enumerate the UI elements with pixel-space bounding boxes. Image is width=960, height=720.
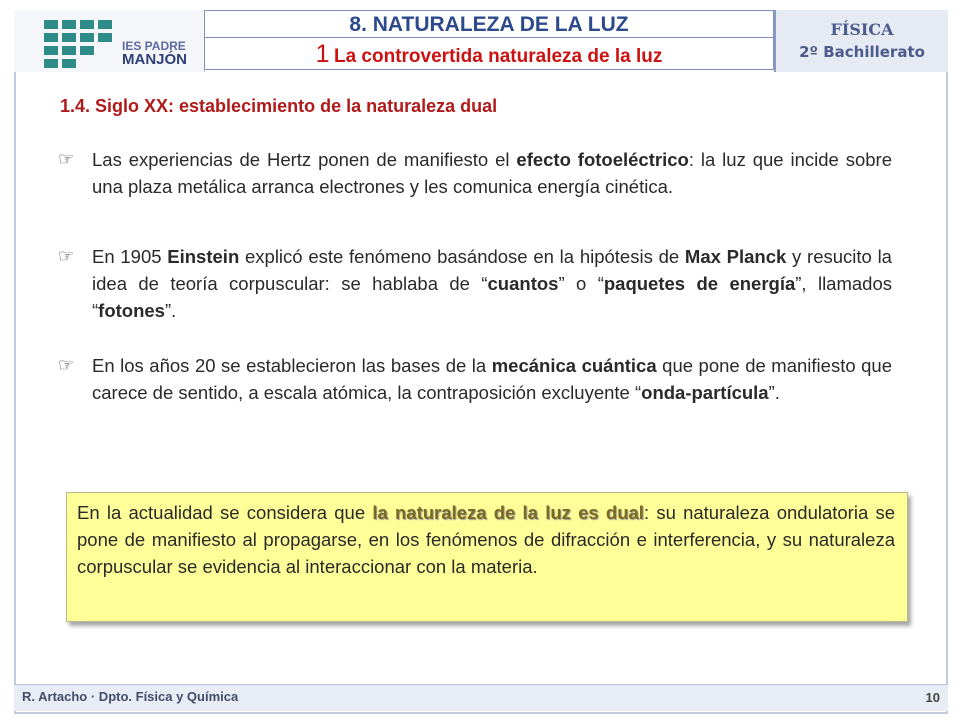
bullet-text: explicó este fenómeno basándose en la hipótesis de: [239, 246, 685, 267]
conclusion-note: [66, 492, 908, 622]
footer-author: R. Artacho · Dpto. Física y Química: [22, 689, 239, 704]
bullet-bold: fotones: [98, 300, 165, 321]
subject-level: 2º Bachillerato: [799, 43, 925, 61]
pointing-hand-icon: ☞: [58, 355, 75, 375]
school-logo: [14, 10, 205, 72]
logo-line-1: IES PADRE: [122, 39, 186, 53]
subsection-title: 1.4. Siglo XX: establecimiento de la naturaleza dual: [60, 96, 498, 116]
bullet-text: ”.: [768, 382, 780, 403]
bullet-text: ”.: [164, 300, 177, 321]
section-title: [205, 40, 773, 72]
chapter-title: 8. NATURALEZA DE LA LUZ: [349, 13, 629, 36]
logo-line-2: MANJÓN: [122, 51, 188, 68]
note-text-after: : su naturaleza ondulatoria se pone de manifiesto al propagarse, en los fenómenos de difracción e interferencia, y su naturaleza corpuscular se evidencia al interaccionar con la materia.: [77, 502, 896, 577]
logo-text: [122, 40, 187, 66]
bullet-bold: Max Planck: [684, 246, 787, 267]
bullet-text: ”, llamados “: [92, 273, 892, 321]
bullet-text: : la luz que incide sobre una plaza metálica arranca electrones y les comunica energía cinética.: [92, 149, 892, 197]
note-emphasis: la naturaleza de la luz es dual: [372, 502, 644, 523]
bullet-text: En 1905: [92, 246, 168, 267]
bullet-bold: cuantos: [487, 273, 559, 294]
page-number: 10: [925, 690, 940, 705]
note-text: [77, 499, 895, 580]
bullet-bold: paquetes de energía: [603, 273, 796, 294]
bullet-text: ” o “: [558, 273, 604, 294]
logo-grid-icon: [44, 20, 118, 72]
title-box: [204, 10, 774, 70]
bullet-hertz: [58, 146, 892, 200]
subject-box: [774, 10, 948, 72]
footer: [14, 684, 948, 711]
bullet-text: Las experiencias de Hertz ponen de manifiesto el: [92, 149, 517, 170]
section-title-text: La controvertida naturaleza de la luz: [333, 46, 663, 67]
bullet-bold: onda-partícula: [641, 382, 769, 403]
bullet-quantum: [58, 352, 892, 406]
bullet-text: que pone de manifiesto que carece de sentido, a escala atómica, la contraposición excluyente “: [92, 355, 893, 403]
section-number: 1: [315, 40, 330, 68]
pointing-hand-icon: ☞: [58, 149, 75, 169]
bullet-list: [58, 146, 892, 406]
bullet-einstein: [58, 243, 892, 324]
bullet-bold: mecánica cuántica: [491, 355, 657, 376]
bullet-bold: efecto fotoeléctrico: [516, 149, 689, 170]
note-text-before: En la actualidad se considera que: [77, 502, 373, 523]
bullet-text: En los años 20 se establecieron las bases de la: [92, 355, 492, 376]
bullet-text: y resucito la idea de teoría corpuscular: se hablaba de “: [92, 246, 892, 294]
pointing-hand-icon: ☞: [58, 246, 75, 266]
title-divider: [205, 37, 773, 38]
bullet-bold: Einstein: [167, 246, 240, 267]
subject-title: FÍSICA: [830, 20, 894, 39]
